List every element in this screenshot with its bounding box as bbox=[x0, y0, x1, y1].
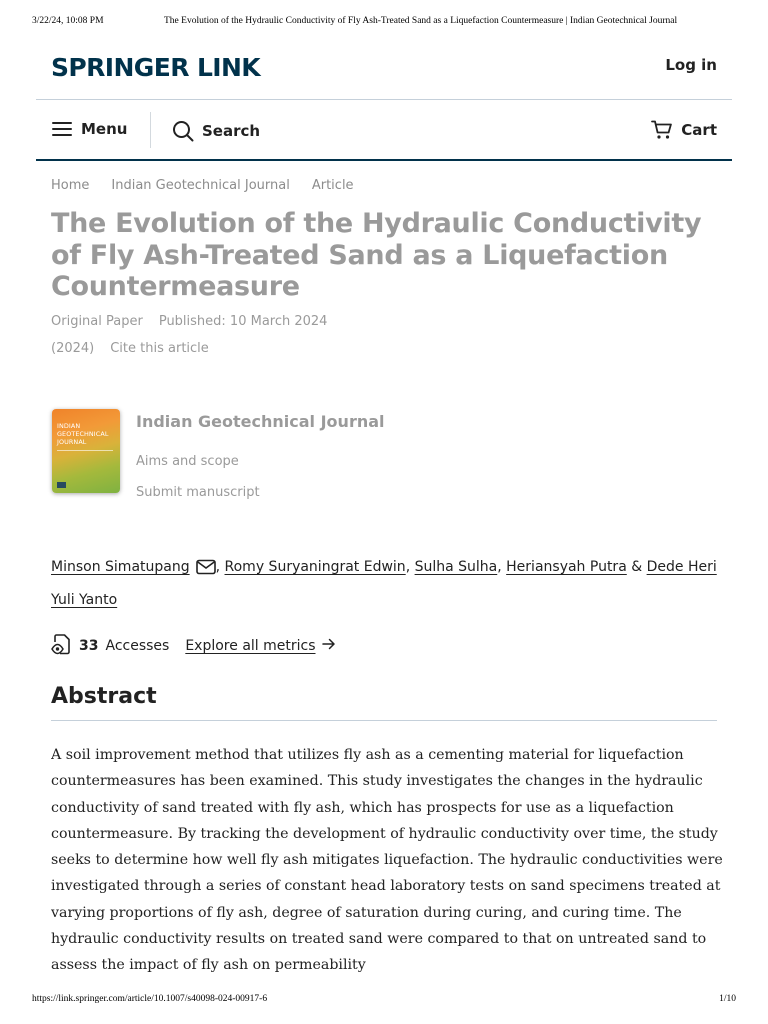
cite-article-link[interactable]: Cite this article bbox=[110, 341, 209, 356]
author-list bbox=[51, 553, 721, 615]
cart-label: Cart bbox=[681, 121, 717, 139]
author-separator: , bbox=[405, 559, 411, 575]
submit-manuscript-link[interactable]: Submit manuscript bbox=[136, 485, 260, 500]
abstract-divider bbox=[51, 720, 717, 721]
author-separator: , bbox=[497, 559, 502, 575]
article-title: The Evolution of the Hydraulic Conductivity of Fly Ash-Treated Sand as a Liquefaction Countermeasure bbox=[51, 208, 702, 302]
brand-bar bbox=[36, 40, 732, 100]
author-link[interactable]: Minson Simatupang bbox=[51, 559, 190, 575]
accesses-label: Accesses bbox=[105, 638, 170, 654]
print-footer bbox=[32, 994, 736, 1008]
author-link[interactable]: Heriansyah Putra bbox=[506, 559, 627, 575]
hamburger-icon bbox=[52, 121, 81, 137]
email-icon[interactable] bbox=[196, 557, 216, 586]
author-link[interactable]: Romy Suryaningrat Edwin bbox=[224, 559, 406, 575]
article-year: (2024) bbox=[51, 341, 95, 356]
journal-name-link[interactable]: Indian Geotechnical Journal bbox=[136, 412, 385, 431]
author-link[interactable]: Dede Heri Yuli Yanto bbox=[51, 559, 717, 608]
login-link[interactable]: Log in bbox=[665, 56, 717, 74]
print-datetime: 3/22/24, 10:08 PM bbox=[32, 16, 104, 26]
menu-button[interactable] bbox=[52, 120, 127, 138]
breadcrumb-home[interactable]: Home bbox=[51, 178, 90, 193]
nav-bar bbox=[36, 101, 732, 161]
search-icon bbox=[172, 120, 202, 142]
abstract-text: A soil improvement method that utilizes fly ash as a cementing material for liquefaction countermeasures has been examined. This study investigates the changes in the hydraulic conductivity of sand treated with fly ash, which has prospects for use as a liquefaction countermeasure. By tracking the development of hydraulic conductivity over time, the study seeks to determine how well fly ash mitigates liquefaction. The hydraulic conductivities were investigated through a series of constant head laboratory tests on sand specimens treated at varying proportions of fly ash, degree of saturation during curing, and curing time. The hydraulic conductivity results on treated sand were compared to that on untreated sand to assess the impact of fly ash on permeability bbox=[51, 747, 723, 974]
print-page-title: The Evolution of the Hydraulic Conductivity of Fly Ash-Treated Sand as a Liquefaction Countermeasure | Indian Geotechnical Journal bbox=[164, 16, 678, 26]
print-page-number: 1/10 bbox=[719, 994, 736, 1004]
cover-divider bbox=[57, 450, 113, 451]
accesses-count: 33 bbox=[79, 638, 99, 654]
author-separator: , bbox=[215, 559, 221, 575]
article-meta bbox=[51, 314, 343, 329]
abstract-heading: Abstract bbox=[51, 684, 157, 709]
journal-info bbox=[51, 408, 451, 508]
article-type: Original Paper bbox=[51, 314, 143, 329]
explore-metrics-link[interactable]: Explore all metrics bbox=[185, 638, 316, 654]
cart-icon bbox=[651, 120, 681, 140]
breadcrumb-journal[interactable]: Indian Geotechnical Journal bbox=[111, 178, 290, 193]
menu-label: Menu bbox=[81, 120, 128, 138]
author-conjunction: & bbox=[631, 559, 643, 575]
breadcrumb bbox=[51, 178, 376, 193]
journal-cover-image[interactable] bbox=[52, 409, 120, 493]
nav-divider bbox=[150, 112, 151, 148]
published-date: Published: 10 March 2024 bbox=[158, 314, 328, 329]
print-url: https://link.springer.com/article/10.1007/s40098-024-00917-6 bbox=[32, 994, 268, 1004]
journal-cover-text: INDIAN GEOTECHNICAL JOURNAL bbox=[57, 422, 109, 446]
print-header bbox=[32, 16, 736, 30]
cover-publisher-mark bbox=[57, 482, 66, 488]
arrow-right-icon bbox=[322, 638, 336, 654]
article-citation-row bbox=[51, 341, 225, 356]
breadcrumb-article[interactable]: Article bbox=[311, 178, 354, 193]
author-link[interactable]: Sulha Sulha bbox=[414, 559, 498, 575]
aims-and-scope-link[interactable]: Aims and scope bbox=[136, 454, 239, 469]
article-metrics bbox=[51, 633, 336, 659]
search-label: Search bbox=[202, 122, 261, 140]
search-button[interactable] bbox=[172, 120, 260, 142]
cart-button[interactable] bbox=[651, 120, 717, 140]
springer-link-logo[interactable]: SPRINGER LINK bbox=[51, 53, 261, 82]
accesses-icon bbox=[51, 633, 73, 659]
